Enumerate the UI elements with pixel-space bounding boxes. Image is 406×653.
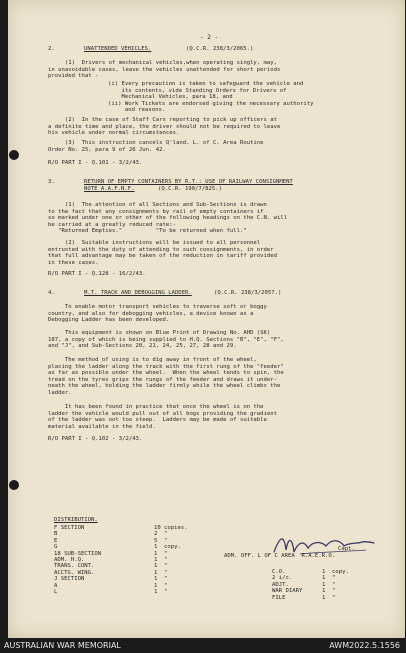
distribution-unit: copy. bbox=[164, 544, 181, 551]
text-line: tread on the tyres grips the rungs of the feeder and draws it under- bbox=[48, 376, 278, 383]
footer-institution: AUSTRALIAN WAR MEMORIAL bbox=[4, 641, 121, 650]
section-2-para-3 bbox=[48, 140, 264, 153]
distribution-unit: " bbox=[164, 589, 168, 595]
section-3-ref-line: R/O PART I - Q.128 - 16/2/43. bbox=[48, 271, 146, 277]
text-line: The method of using is to dig away in front of the wheel, bbox=[48, 357, 257, 363]
section-3-ref: (Q.C.R. 190/7/825.) bbox=[158, 185, 222, 192]
distribution-unit: " bbox=[164, 569, 168, 576]
distribution-unit: " bbox=[164, 582, 168, 589]
distribution-row bbox=[272, 594, 336, 602]
text-line: (i) Every precaution is taken to safeguard the vehicle and bbox=[108, 81, 304, 87]
distribution-quantity: 1 bbox=[154, 544, 158, 551]
distribution-quantity: 1 bbox=[154, 557, 158, 563]
archive-footer bbox=[0, 638, 406, 653]
section-3-number: 3. bbox=[48, 179, 55, 185]
distribution-recipient: B bbox=[54, 531, 58, 538]
distribution-recipient: G bbox=[54, 544, 58, 551]
section-2-para-2 bbox=[48, 117, 280, 137]
text-line: his vehicle under normal circumstances. bbox=[48, 130, 180, 137]
distribution-recipient: ADJT. bbox=[272, 581, 289, 588]
text-line: (1) The attention of all Sections and Sub-Sections is drawn bbox=[48, 202, 267, 208]
distribution-quantity: 2 bbox=[154, 531, 158, 538]
text-line: "Returned Empties." "To be returned when full." bbox=[48, 228, 247, 235]
section-2-para-1 bbox=[48, 60, 280, 80]
section-2-ref-line: R/O PART I - Q.101 - 3/2/43. bbox=[48, 160, 143, 166]
text-line: material available in the field. bbox=[48, 423, 156, 430]
distribution-unit: " bbox=[164, 563, 168, 570]
text-line: (1) Drivers of mechanical vehicles,when operating singly, may, bbox=[48, 60, 278, 66]
distribution-recipient: J SECTION bbox=[54, 576, 85, 583]
distribution-unit: " bbox=[332, 581, 336, 588]
text-line: entrusted with the duty of attending to such consignments, in order bbox=[48, 246, 274, 253]
distribution-heading: DISTRIBUTION. bbox=[54, 517, 98, 523]
distribution-recipient: ADM. H.Q. bbox=[54, 557, 85, 563]
distribution-quantity: 1 bbox=[154, 569, 158, 576]
distribution-unit: " bbox=[164, 576, 168, 583]
text-line: its contents, vide Standing Orders for Drivers of bbox=[108, 87, 287, 94]
distribution-quantity: 10 bbox=[154, 525, 161, 531]
distribution-quantity: 1 bbox=[154, 582, 158, 589]
section-2-heading: UNATTENDED VEHICLES. bbox=[84, 46, 152, 52]
distribution-unit: copy. bbox=[332, 569, 349, 575]
document-page bbox=[8, 0, 405, 638]
distribution-unit: " bbox=[332, 594, 336, 601]
section-4-heading: M.T. TRACK AND DEBOGGING LADDER. bbox=[84, 290, 192, 296]
text-line: country, and also for debogging vehicles, a device known as a bbox=[48, 310, 254, 317]
text-line: (2) In the case of Staff Cars reporting to pick up officers at bbox=[48, 117, 278, 123]
section-4-para-4 bbox=[48, 404, 277, 430]
text-line: 187, a copy of which is being supplied to H.Q. Sections "B", "E", "F", bbox=[48, 336, 284, 343]
section-2-items bbox=[108, 81, 313, 114]
text-line: to the fact that any consignments by rail of empty containers if bbox=[48, 208, 264, 215]
text-line: and "J", and Sub-Sections 20, 21, 24, 25, 27, 28 and 29. bbox=[48, 343, 237, 350]
distribution-row bbox=[54, 576, 168, 583]
distribution-quantity: 1 bbox=[154, 550, 158, 557]
distribution-recipient: 18 SUB-SECTION bbox=[54, 550, 102, 557]
text-line: Debogging Ladder has been developed. bbox=[48, 317, 170, 324]
page-number: - 2 - bbox=[200, 34, 219, 41]
section-4-para-3 bbox=[48, 357, 284, 397]
distribution-unit: " bbox=[164, 531, 168, 538]
text-line: and reasons. bbox=[108, 107, 166, 114]
section-3-para-2 bbox=[48, 240, 277, 266]
section-3-heading-1: RETURN OF EMPTY CONTAINERS BY R.T.: USE OF RAILWAY CONSIGNMENT bbox=[84, 179, 293, 185]
distribution-quantity: 1 bbox=[322, 575, 326, 582]
distribution-recipient: FILE bbox=[272, 594, 286, 601]
distribution-unit: " bbox=[332, 575, 336, 582]
text-line: This equipment is shown on Blue Print of Drawing No. AHD (SK) bbox=[48, 330, 271, 336]
distribution-unit: copies. bbox=[164, 525, 188, 531]
section-4-para-1 bbox=[48, 304, 267, 324]
section-3-para-1 bbox=[48, 202, 287, 235]
distribution-recipient: F SECTION bbox=[54, 525, 85, 531]
section-4-ref: (Q.C.R. 238/3/2057.) bbox=[214, 290, 282, 296]
distribution-quantity: 1 bbox=[154, 576, 158, 583]
distribution-recipient: E bbox=[54, 537, 58, 544]
section-2-number: 2. bbox=[48, 46, 55, 52]
section-4-para-2 bbox=[48, 330, 284, 350]
punch-hole bbox=[9, 150, 19, 160]
text-line: provided that - bbox=[48, 73, 99, 80]
punch-hole bbox=[9, 480, 19, 490]
footer-accession-number: AWM2022.5.1556 bbox=[329, 641, 400, 650]
text-line: as far as possible under the wheel. When the wheel tends to spin, the bbox=[48, 370, 284, 377]
distribution-recipient: L bbox=[54, 589, 58, 595]
section-3-heading-2: NOTE A.A.F.N.F. bbox=[84, 185, 135, 192]
distribution-quantity: 1 bbox=[322, 594, 326, 601]
text-line: a definite time and place, the driver should not be required to leave bbox=[48, 123, 281, 130]
text-line: To enable motor transport vehicles to traverse soft or boggy bbox=[48, 304, 267, 310]
distribution-unit: " bbox=[332, 588, 336, 595]
distribution-row bbox=[54, 589, 168, 596]
text-line: so marked under one or other of the following headings on the C.N. will bbox=[48, 215, 288, 222]
text-line: neath the wheel, holding the ladder firmly while the wheel climbs the bbox=[48, 383, 281, 390]
distribution-quantity: 1 bbox=[322, 588, 326, 595]
distribution-quantity: 1 bbox=[322, 581, 326, 588]
section-4-number: 4. bbox=[48, 290, 55, 296]
text-line: ladder. bbox=[48, 389, 72, 396]
text-line: Mechanical Vehicles, para 18, and bbox=[108, 94, 233, 101]
distribution-recipient: ACCTG. WING. bbox=[54, 569, 95, 576]
text-line: Order No. 25, para 9 of 26 Jun. 42. bbox=[48, 146, 166, 153]
distribution-recipient: C.O. bbox=[272, 569, 286, 575]
distribution-recipient: TRANS. CONT. bbox=[54, 563, 95, 570]
text-line: (2) Suitable instructions will be issued to all personnel bbox=[48, 240, 261, 246]
text-line: ladder the vehicle would pull out of all bogs providing the gradient bbox=[48, 410, 278, 417]
distribution-recipient: 2 i/c. bbox=[272, 575, 293, 582]
distribution-recipient: WAR DIARY bbox=[272, 588, 303, 595]
distribution-quantity: 5 bbox=[154, 537, 158, 544]
distribution-unit: " bbox=[164, 550, 168, 557]
section-2-ref: (Q.C.R. 238/3/2065.) bbox=[186, 46, 254, 52]
distribution-unit: " bbox=[164, 537, 168, 544]
section-4-ref-line: R/O PART I - Q.102 - 3/2/43. bbox=[48, 436, 143, 442]
text-line: be carried at a greatly reduced rate:- bbox=[48, 221, 176, 228]
distribution-quantity: 1 bbox=[154, 589, 158, 595]
text-line: (ii) Work Tickets are endorsed giving the necessary authority bbox=[108, 100, 314, 107]
distribution-unit: " bbox=[164, 557, 168, 563]
text-line: It has been found in practice that once the wheel is on the bbox=[48, 404, 264, 410]
distribution-recipient: A bbox=[54, 582, 58, 589]
text-line: in unavoidable cases, leave the vehicles unattended for short periods bbox=[48, 66, 281, 73]
text-line: of the ladder was not too steep. Ladders may be made of suitable bbox=[48, 417, 267, 424]
distribution-quantity: 1 bbox=[322, 569, 326, 575]
text-line: placing the ladder along the track with the first rung of the "feeder" bbox=[48, 363, 284, 370]
distribution-row bbox=[54, 525, 188, 532]
text-line: (3) This instruction cancels Q'land. L. of C. Area Routine bbox=[48, 140, 264, 146]
text-line: that full advantage may be taken of the reduction in tariff provided bbox=[48, 253, 278, 260]
signature-rank: Capt. bbox=[338, 546, 355, 552]
distribution-quantity: 1 bbox=[154, 563, 158, 570]
signature-appointment: ADM. OFF. L OF C AREA R.A.E.R.O. bbox=[224, 553, 336, 559]
text-line: in these cases. bbox=[48, 259, 99, 266]
